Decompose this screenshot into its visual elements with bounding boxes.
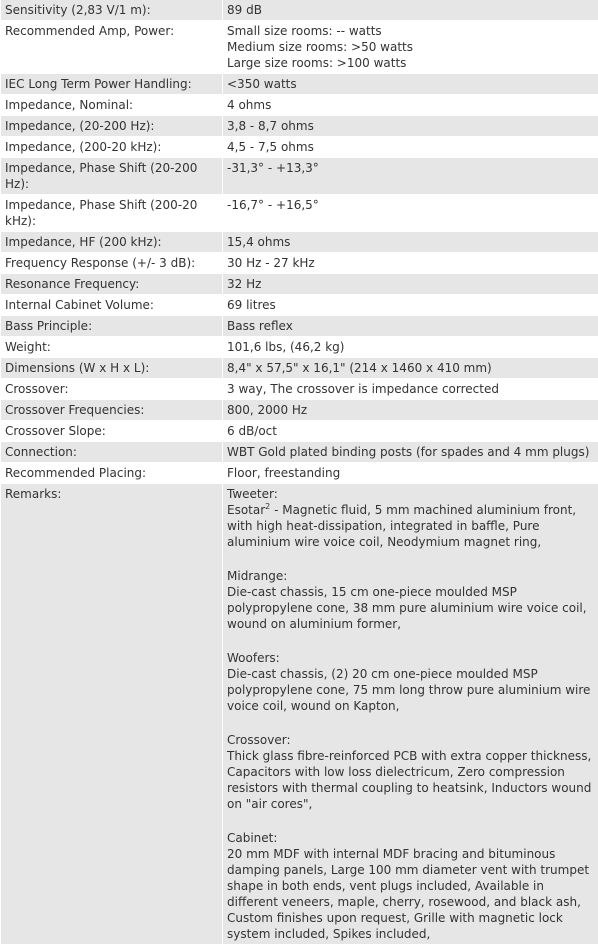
- spec-row-dimensions: [1, 358, 598, 379]
- crossover-text: Thick glass fibre-reinforced PCB with extra copper thickness, Capacitors with low loss dielectricum, Zero compression resistors with thermal coupling to heatsink, Inductors wound on "air cores",: [227, 748, 594, 812]
- spec-label: Recommended Placing:: [1, 463, 223, 484]
- spec-value: Floor, freestanding: [223, 463, 598, 484]
- amp-medium-rooms: Medium size rooms: >50 watts: [227, 39, 594, 55]
- spec-value: 15,4 ohms: [223, 232, 598, 253]
- spec-label: Connection:: [1, 442, 223, 463]
- tweeter-brand-sup: 2: [265, 502, 270, 511]
- spec-row-crossover: [1, 379, 598, 400]
- amp-small-rooms: Small size rooms: -- watts: [227, 23, 594, 39]
- spec-row-cabinet-volume: [1, 295, 598, 316]
- spec-value: 69 litres: [223, 295, 598, 316]
- spec-value: 4 ohms: [223, 95, 598, 116]
- midrange-text: Die-cast chassis, 15 cm one-piece moulded MSP polypropylene cone, 38 mm pure aluminium wire voice coil, wound on aluminium former,: [227, 584, 594, 632]
- spec-value: 4,5 - 7,5 ohms: [223, 137, 598, 158]
- spec-label: Impedance, (200-20 kHz):: [1, 137, 223, 158]
- spec-value: 89 dB: [223, 0, 598, 21]
- spec-table: [1, 0, 598, 945]
- spec-row-impedance-nominal: [1, 95, 598, 116]
- spec-row-bass-principle: [1, 316, 598, 337]
- spec-value: 3,8 - 8,7 ohms: [223, 116, 598, 137]
- spec-value: 800, 2000 Hz: [223, 400, 598, 421]
- spec-row-impedance-low: [1, 116, 598, 137]
- spec-label: Remarks:: [1, 484, 223, 945]
- spec-label: Impedance, (20-200 Hz):: [1, 116, 223, 137]
- amp-large-rooms: Large size rooms: >100 watts: [227, 55, 594, 71]
- spec-row-impedance-high: [1, 137, 598, 158]
- spec-row-weight: [1, 337, 598, 358]
- spec-value: 6 dB/oct: [223, 421, 598, 442]
- spec-value: 30 Hz - 27 kHz: [223, 253, 598, 274]
- spec-value: 32 Hz: [223, 274, 598, 295]
- crossover-heading: Crossover:: [227, 732, 594, 748]
- spec-label: Frequency Response (+/- 3 dB):: [1, 253, 223, 274]
- spec-label: Resonance Frequency:: [1, 274, 223, 295]
- spec-label: Impedance, Phase Shift (200-20 kHz):: [1, 195, 223, 232]
- spec-row-frequency-response: [1, 253, 598, 274]
- spec-row-crossover-frequencies: [1, 400, 598, 421]
- tweeter-text: [227, 502, 594, 550]
- spec-row-phase-high: [1, 195, 598, 232]
- spec-value: [223, 21, 598, 74]
- spec-row-power-handling: [1, 74, 598, 95]
- spec-value: 101,6 lbs, (46,2 kg): [223, 337, 598, 358]
- spacer: [227, 812, 594, 830]
- tweeter-heading: Tweeter:: [227, 486, 594, 502]
- tweeter-brand: Esotar: [227, 503, 265, 517]
- spec-label: Sensitivity (2,83 V/1 m):: [1, 0, 223, 21]
- spec-value: WBT Gold plated binding posts (for spades and 4 mm plugs): [223, 442, 598, 463]
- spec-row-recommended-amp: [1, 21, 598, 74]
- spec-label: Recommended Amp, Power:: [1, 21, 223, 74]
- midrange-heading: Midrange:: [227, 568, 594, 584]
- spacer: [227, 632, 594, 650]
- cabinet-heading: Cabinet:: [227, 830, 594, 846]
- spec-label: Impedance, Phase Shift (20-200 Hz):: [1, 158, 223, 195]
- spec-label: Crossover Slope:: [1, 421, 223, 442]
- spec-row-phase-low: [1, 158, 598, 195]
- woofers-text: Die-cast chassis, (2) 20 cm one-piece moulded MSP polypropylene cone, 75 mm long throw pure aluminium wire voice coil, wound on Kapton,: [227, 666, 594, 714]
- spec-row-resonance: [1, 274, 598, 295]
- spec-label: Bass Principle:: [1, 316, 223, 337]
- woofers-heading: Woofers:: [227, 650, 594, 666]
- spec-label: Impedance, Nominal:: [1, 95, 223, 116]
- spacer: [227, 714, 594, 732]
- spec-row-impedance-hf: [1, 232, 598, 253]
- spec-value: 3 way, The crossover is impedance corrected: [223, 379, 598, 400]
- spec-row-placing: [1, 463, 598, 484]
- spec-value: 8,4" x 57,5" x 16,1" (214 x 1460 x 410 mm): [223, 358, 598, 379]
- spec-value: -16,7° - +16,5°: [223, 195, 598, 232]
- spec-label: Dimensions (W x H x L):: [1, 358, 223, 379]
- spec-label: Crossover Frequencies:: [1, 400, 223, 421]
- cabinet-text: 20 mm MDF with internal MDF bracing and bituminous damping panels, Large 100 mm diameter vent with trumpet shape in both ends, vent plugs included, Available in different veneers, maple, cherry, rosewood, and black ash, Custom finishes upon request, Grille with magnetic lock system included, Spikes included,: [227, 846, 594, 942]
- spec-row-connection: [1, 442, 598, 463]
- spacer: [227, 550, 594, 568]
- spec-label: Weight:: [1, 337, 223, 358]
- tweeter-description: - Magnetic fluid, 5 mm machined aluminium front, with high heat-dissipation, integrated in baffle, Pure aluminium wire voice coil, Neodymium magnet ring,: [227, 503, 576, 549]
- spec-row-crossover-slope: [1, 421, 598, 442]
- spec-label: Crossover:: [1, 379, 223, 400]
- spec-row-sensitivity: [1, 0, 598, 21]
- spec-value: -31,3° - +13,3°: [223, 158, 598, 195]
- remarks-value: [223, 484, 598, 945]
- spec-row-remarks: [1, 484, 598, 945]
- spec-label: Internal Cabinet Volume:: [1, 295, 223, 316]
- spec-label: IEC Long Term Power Handling:: [1, 74, 223, 95]
- spec-value: Bass reflex: [223, 316, 598, 337]
- spec-value: <350 watts: [223, 74, 598, 95]
- spec-label: Impedance, HF (200 kHz):: [1, 232, 223, 253]
